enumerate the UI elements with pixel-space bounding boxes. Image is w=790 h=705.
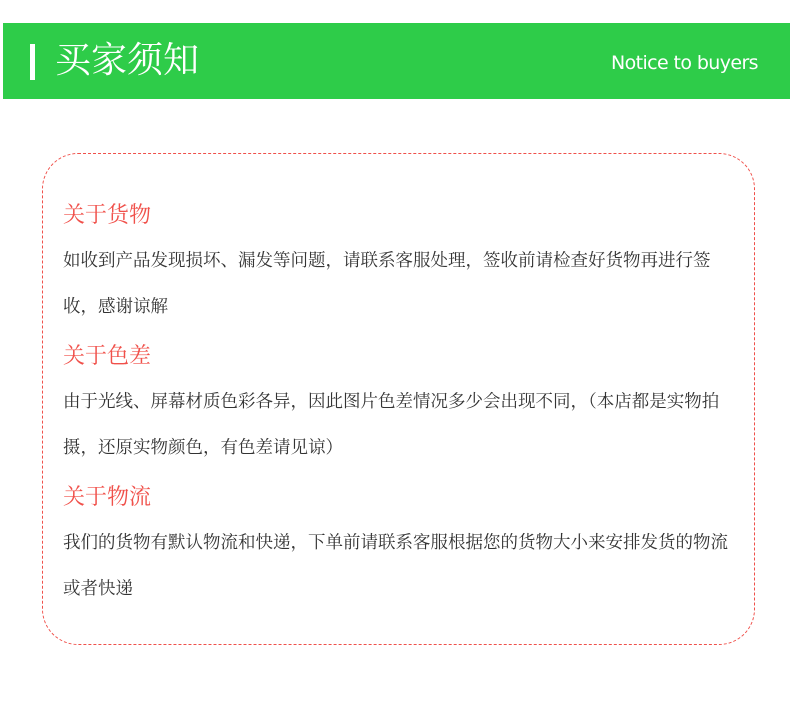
section-body-color-difference: 由于光线、屏幕材质色彩各异，因此图片色差情况多少会出现不同，（本店都是实物拍摄，还原实物颜色，有色差请见谅） [63,392,720,458]
section-title-color-difference: 关于色差 [63,344,152,369]
header-accent-bar [30,44,35,80]
section-title-goods: 关于货物 [63,203,152,228]
header-banner [3,23,790,99]
page-subtitle: Notice to buyers [610,52,758,74]
section-title-logistics: 关于物流 [63,485,152,510]
page-title: 买家须知 [55,40,200,81]
section-body-goods: 如收到产品发现损坏、漏发等问题，请联系客服处理，签收前请检查好货物再进行签收，感谢谅解 [63,251,711,317]
notice-box [42,153,755,645]
section-body-logistics: 我们的货物有默认物流和快递，下单前请联系客服根据您的货物大小来安排发货的物流或者快递 [63,533,728,599]
